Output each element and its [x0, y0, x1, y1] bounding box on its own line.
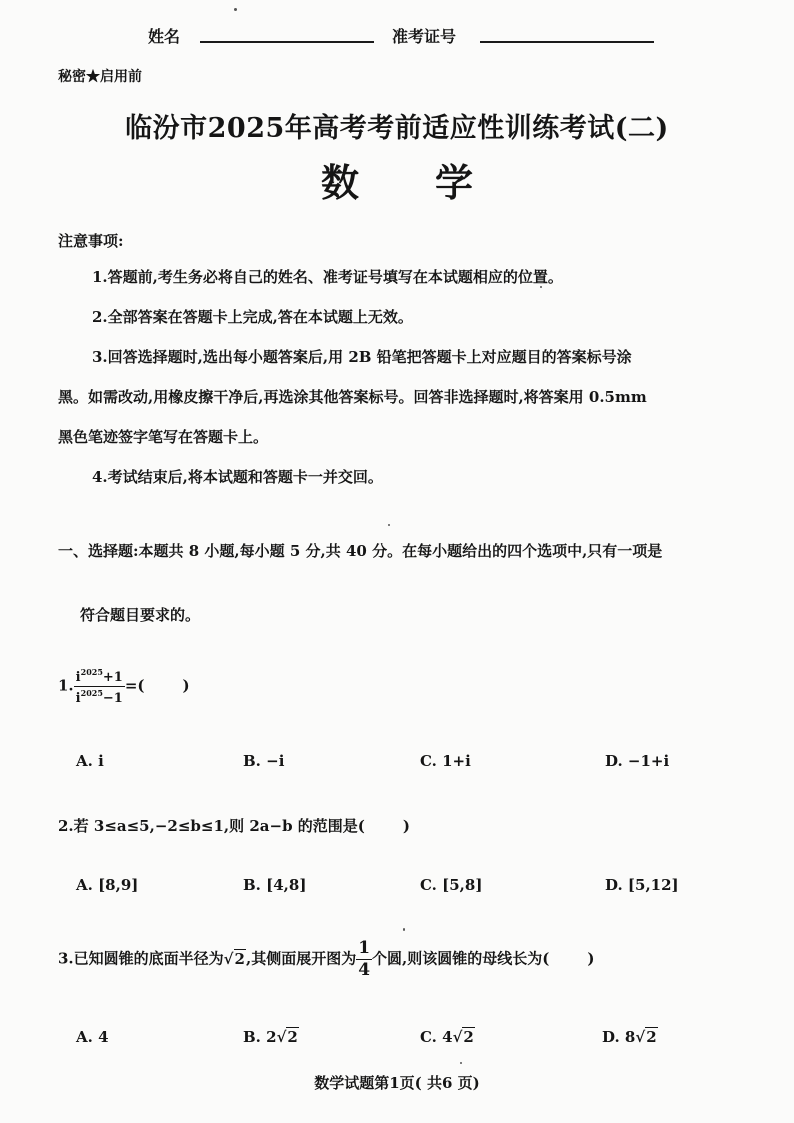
q1-den-base: i	[75, 691, 81, 706]
note-item-4: 4.考试结束后,将本试题和答题卡一并交回。	[92, 468, 383, 486]
q3-option-b	[243, 1028, 299, 1046]
exam-id-label: 准考证号	[392, 27, 457, 46]
scan-speck	[460, 1062, 462, 1064]
q2-close-paren: )	[402, 817, 410, 835]
q1-number: 1.	[58, 676, 74, 695]
q3-sqrt-sym: √	[223, 949, 234, 968]
q1-num-base: i	[75, 670, 81, 685]
subject-title: 数 学	[320, 160, 473, 205]
q1-option-a: A. i	[76, 752, 104, 770]
q3-stem-a: 3.已知圆锥的底面半径为	[58, 949, 224, 968]
name-label: 姓名	[148, 27, 181, 46]
q3-stem-b: ,其侧面展开图为	[245, 949, 357, 968]
note-item-3-line-1: 3.回答选择题时,选出每小题答案后,用 2B 铅笔把答题卡上对应题目的答案标号涂	[92, 348, 632, 366]
scan-speck	[388, 524, 390, 526]
q1-option-c: C. 1+i	[420, 752, 471, 770]
q3-fraction	[356, 940, 372, 979]
section-1-heading-cont: 符合题目要求的。	[80, 606, 201, 624]
scan-speck	[234, 8, 237, 11]
q3-option-b-radicand: 2	[287, 1028, 298, 1046]
q1-fraction	[74, 668, 125, 705]
q2-option-b: B. [4,8]	[243, 876, 307, 894]
q1-equals: =(	[124, 676, 145, 695]
q1-option-b: B. −i	[243, 752, 285, 770]
question-1	[58, 668, 190, 705]
q2-option-c: C. [5,8]	[420, 876, 483, 894]
q3-stem-c: 个圆,则该圆锥的母线长为(	[372, 949, 550, 968]
name-field-line	[200, 41, 374, 43]
q2-option-a: A. [8,9]	[76, 876, 139, 894]
q1-close-paren: )	[182, 676, 190, 695]
q2-stem: 2.若 3≤a≤5,−2≤b≤1,则 2a−b 的范围是(	[58, 817, 365, 835]
q3-option-b-sqrt-sym: √	[276, 1028, 287, 1046]
q2-option-d: D. [5,12]	[605, 876, 679, 894]
question-2	[58, 815, 410, 836]
q3-option-d-sqrt-sym: √	[635, 1028, 646, 1046]
q3-sqrt	[224, 950, 246, 968]
q3-close-paren: )	[587, 949, 595, 968]
q3-option-c-radicand: 2	[463, 1028, 474, 1046]
q3-option-a: A. 4	[76, 1028, 109, 1046]
page-footer: 数学试题第1页( 共6 页)	[314, 1074, 480, 1092]
q3-option-d-pre: D. 8	[602, 1028, 636, 1046]
note-item-1: 1.答题前,考生务必将自己的姓名、准考证号填写在本试题相应的位置。	[92, 268, 563, 286]
q1-num-exp: 2025	[80, 667, 103, 677]
note-item-3-line-3: 黑色笔迹签字笔写在答题卡上。	[58, 428, 269, 446]
q3-option-c	[420, 1028, 475, 1046]
q1-option-d: D. −1+i	[605, 752, 670, 770]
note-item-2: 2.全部答案在答题卡上完成,答在本试题上无效。	[92, 308, 413, 326]
exam-title: 临汾市2025年高考考前适应性训练考试(二)	[125, 113, 669, 144]
q1-num-tail: +1	[102, 670, 123, 685]
note-item-3-line-2: 黑。如需改动,用橡皮擦干净后,再选涂其他答案标号。回答非选择题时,将答案用 0.5mm	[58, 388, 647, 406]
scan-speck	[403, 928, 405, 931]
q1-den-tail: −1	[102, 691, 123, 706]
q3-option-d	[602, 1028, 658, 1046]
scan-speck	[540, 286, 542, 288]
q3-frac-den: 4	[358, 960, 371, 980]
q1-den-exp: 2025	[80, 688, 103, 698]
q3-frac-num: 1	[358, 938, 371, 958]
q3-option-c-sqrt-sym: √	[452, 1028, 463, 1046]
notes-heading: 注意事项:	[58, 232, 124, 250]
question-3	[58, 940, 594, 979]
q3-option-c-pre: C. 4	[420, 1028, 453, 1046]
q3-option-b-pre: B. 2	[243, 1028, 277, 1046]
exam-id-field-line	[480, 41, 654, 43]
q3-option-d-radicand: 2	[646, 1028, 657, 1046]
q3-sqrt-radicand: 2	[234, 949, 245, 968]
section-1-heading: 一、选择题:本题共 8 小题,每小题 5 分,共 40 分。在每小题给出的四个选项中,只有一项是	[58, 542, 663, 560]
secret-mark: 秘密★启用前	[58, 69, 142, 85]
